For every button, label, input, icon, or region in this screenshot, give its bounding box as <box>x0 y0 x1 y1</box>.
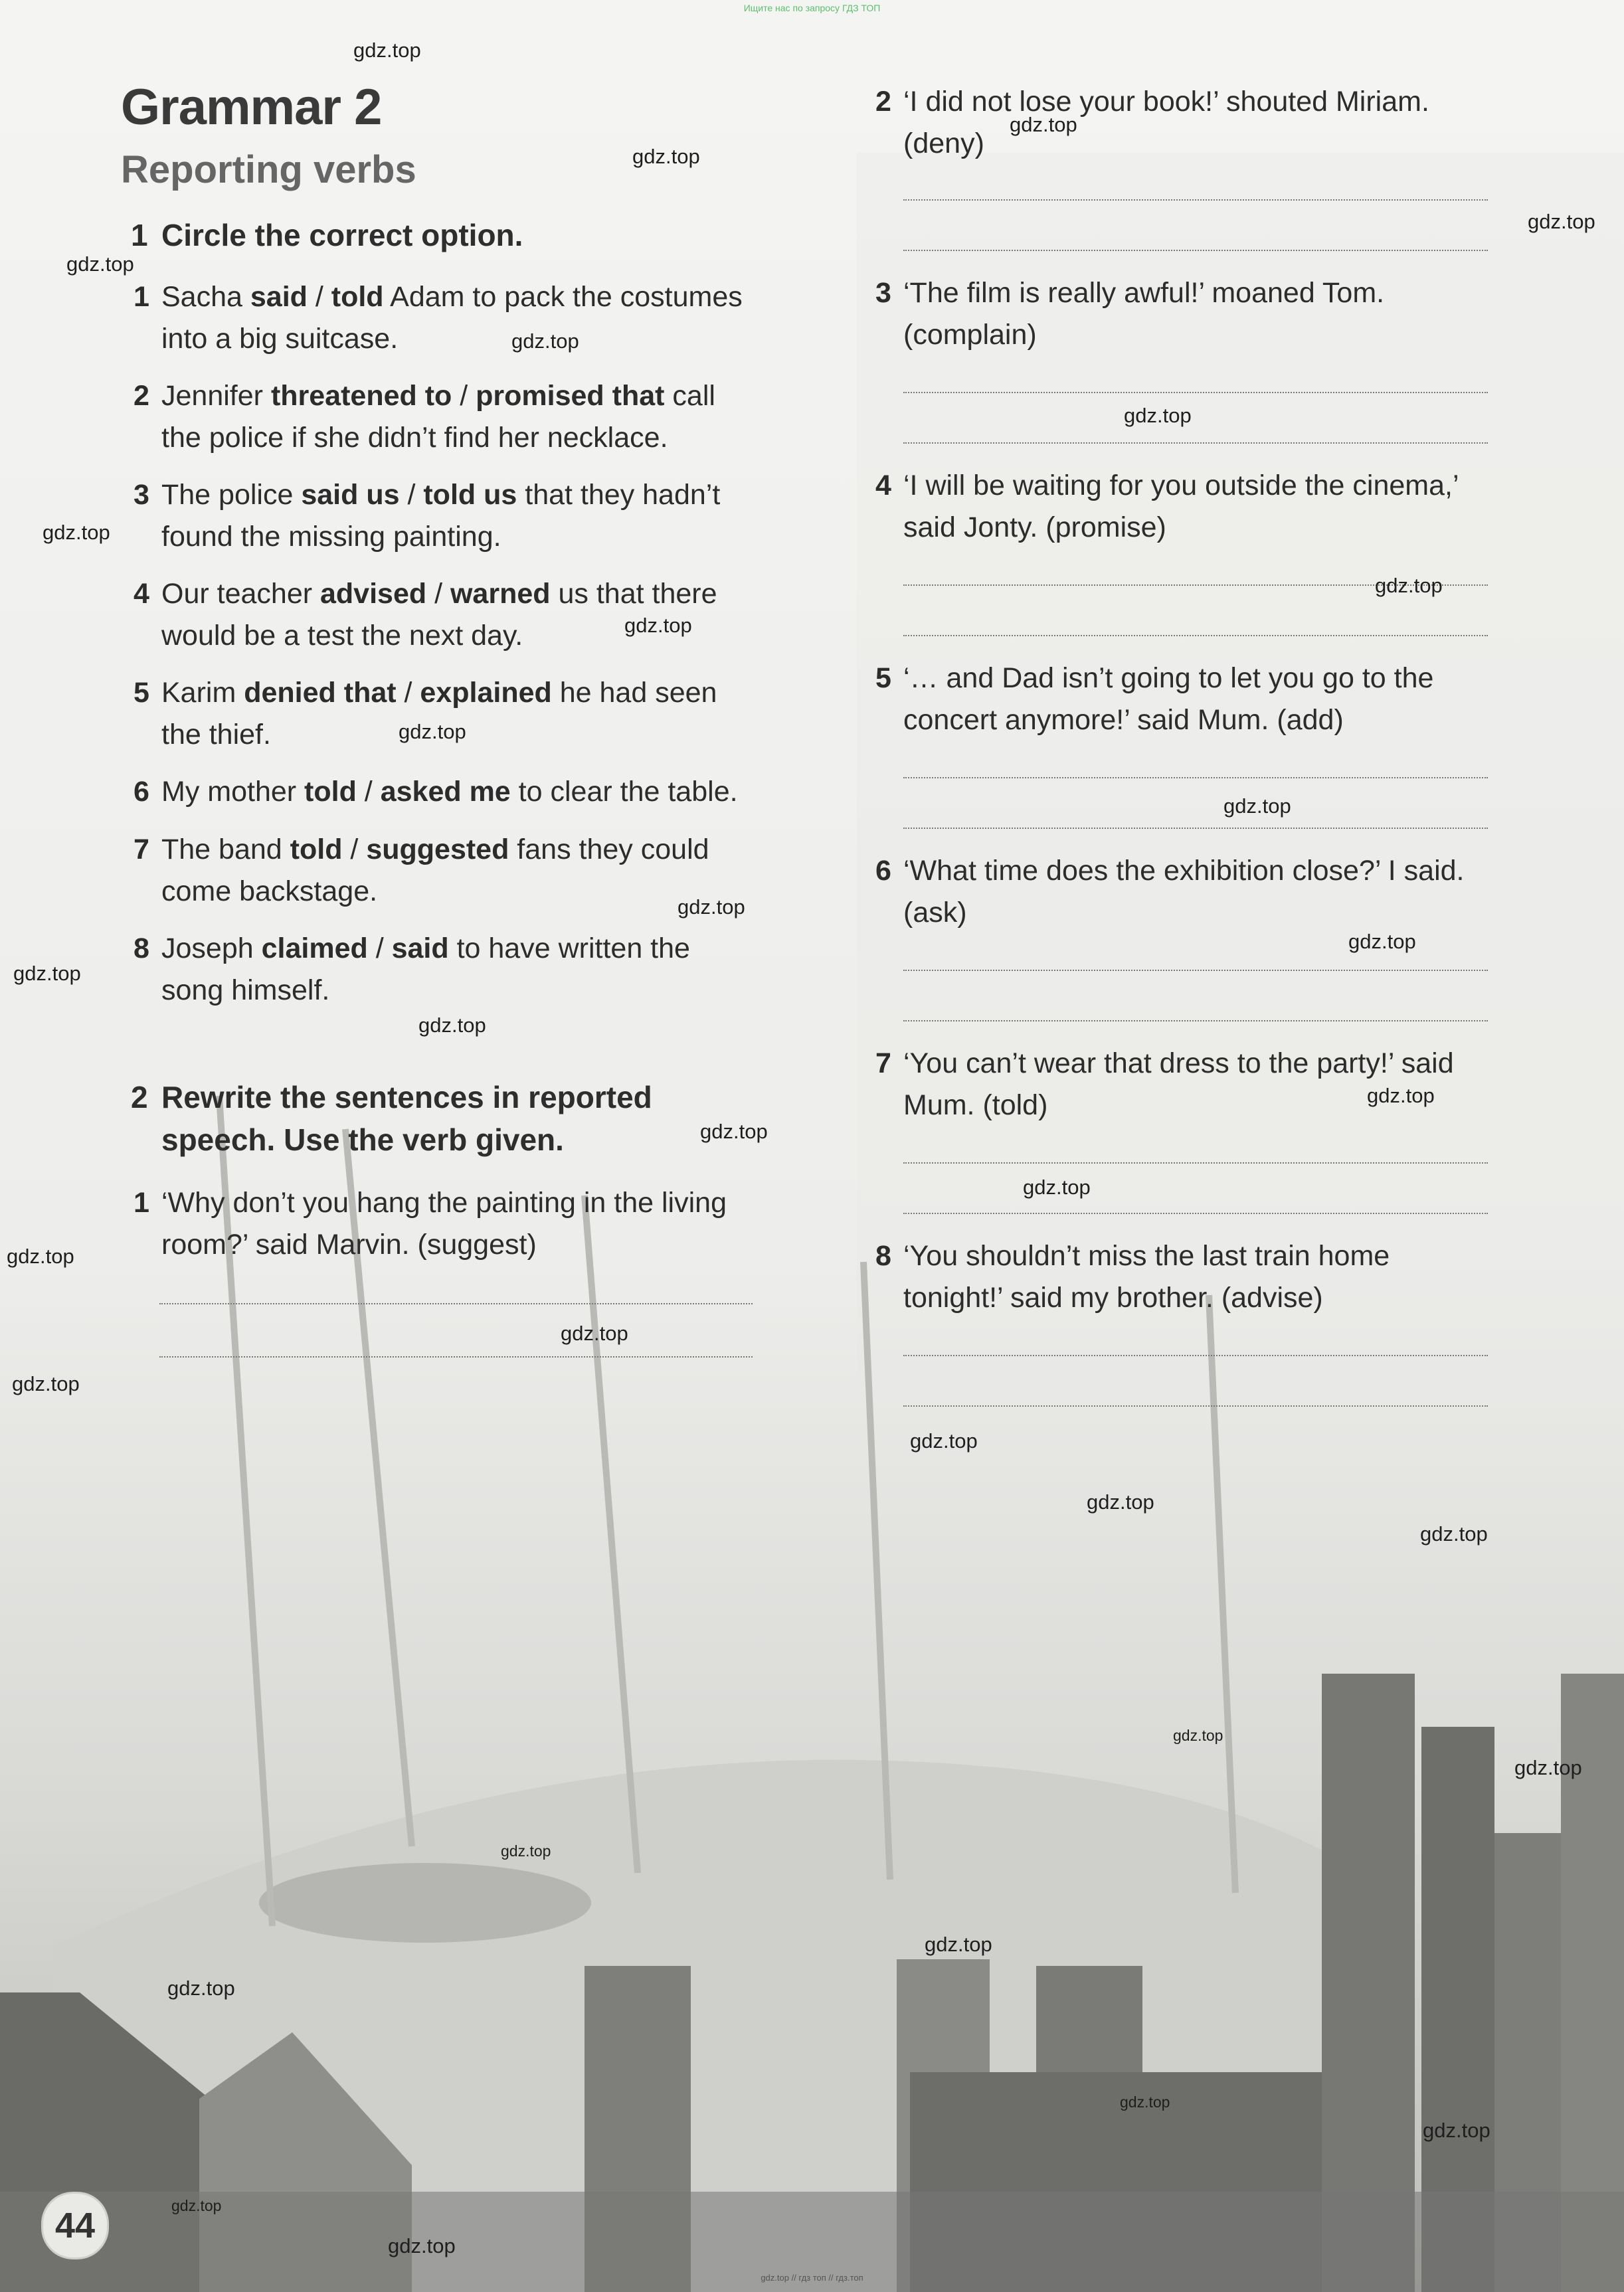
page-subtitle: Reporting verbs <box>121 148 416 191</box>
watermark: gdz.top <box>501 1842 551 1860</box>
watermark: gdz.top <box>910 1429 978 1453</box>
exercise-1-item: 4 Our teacher advised / warned us that there would be a test the next day. <box>134 578 717 652</box>
watermark: gdz.top <box>1124 404 1192 427</box>
watermark: gdz.top <box>167 1977 235 2000</box>
option-a[interactable]: advised <box>320 578 427 610</box>
exercise-1-item: 5 Karim denied that / explained he had seen the thief. <box>134 677 717 750</box>
exercise-1-item: 2 Jennifer threatened to / promised that call the police if she didn’t find her necklace. <box>134 380 715 454</box>
option-b[interactable]: asked me <box>380 776 511 808</box>
answer-line[interactable] <box>903 442 1488 444</box>
answer-line[interactable] <box>903 250 1488 251</box>
exercise-1-item: 1 Sacha said / told Adam to pack the costumes into a big suitcase. <box>134 281 743 355</box>
watermark: gdz.top <box>1173 1727 1223 1744</box>
watermark: gdz.top <box>1528 210 1595 233</box>
answer-line[interactable] <box>903 1162 1488 1164</box>
top-banner[interactable]: Ищите нас по запросу ГДЗ ТОП <box>743 3 881 13</box>
exercise-2-item: 5 ‘… and Dad isn’t going to let you go to the concert anymore!’ said Mum. (add) <box>875 662 1434 736</box>
watermark: gdz.top <box>677 895 745 919</box>
watermark: gdz.top <box>1367 1084 1435 1107</box>
watermark: gdz.top <box>1514 1756 1582 1779</box>
exercise-2-item: 2 ‘I did not lose your book!’ shouted Miriam. (deny) <box>875 86 1429 159</box>
bottom-banner[interactable]: gdz.top // гдз топ // гдз.топ <box>761 2273 863 2283</box>
option-b[interactable]: warned <box>450 578 551 610</box>
option-a[interactable]: threatened to <box>270 380 452 412</box>
watermark: gdz.top <box>624 614 692 637</box>
answer-line[interactable] <box>903 1355 1488 1356</box>
exercise-1-instruction: 1 Circle the correct option. <box>161 214 523 256</box>
answer-line[interactable] <box>903 1020 1488 1021</box>
option-b[interactable]: promised that <box>476 380 665 412</box>
answer-line[interactable] <box>159 1303 753 1304</box>
watermark: gdz.top <box>399 720 466 743</box>
answer-line[interactable] <box>903 970 1488 971</box>
exercise-2-instruction: 2 Rewrite the sentences in reported speech. Use the verb given. <box>161 1076 652 1161</box>
answer-line[interactable] <box>903 1213 1488 1214</box>
exercise-2-item: 6 ‘What time does the exhibition close?’ I said. (ask) <box>875 855 1465 928</box>
option-b[interactable]: said <box>391 932 449 964</box>
watermark: gdz.top <box>7 1245 74 1268</box>
exercise-2-item: 3 ‘The film is really awful!’ moaned Tom. (complain) <box>875 277 1385 351</box>
exercise-1-item: 8 Joseph claimed / said to have written the song himself. <box>134 932 690 1006</box>
option-a[interactable]: said us <box>301 479 400 511</box>
watermark: gdz.top <box>418 1014 486 1037</box>
page-number: 44 <box>41 2192 109 2259</box>
watermark: gdz.top <box>1023 1176 1091 1199</box>
watermark: gdz.top <box>700 1120 768 1143</box>
exercise-1-item: 3 The police said us / told us that they hadn’t found the missing painting. <box>134 479 721 553</box>
option-a[interactable]: told <box>290 834 343 865</box>
watermark: gdz.top <box>1120 2093 1170 2111</box>
exercise-1-number: 1 <box>131 218 148 252</box>
option-a[interactable]: said <box>250 281 308 313</box>
watermark: gdz.top <box>632 145 700 168</box>
exercise-2-item: 4 ‘I will be waiting for you outside the cinema,’ said Jonty. (promise) <box>875 470 1459 543</box>
watermark: gdz.top <box>1348 930 1416 953</box>
option-a[interactable]: claimed <box>261 932 368 964</box>
watermark: gdz.top <box>66 252 134 276</box>
option-a[interactable]: denied that <box>244 677 397 709</box>
watermark: gdz.top <box>1423 2119 1490 2142</box>
watermark: gdz.top <box>1375 574 1443 597</box>
option-a[interactable]: told <box>304 776 357 808</box>
watermark: gdz.top <box>353 39 421 62</box>
option-b[interactable]: told <box>331 281 384 313</box>
exercise-2-item: 8 ‘You shouldn’t miss the last train home tonight!’ said my brother. (advise) <box>875 1240 1390 1314</box>
answer-line[interactable] <box>903 199 1488 201</box>
answer-line[interactable] <box>903 635 1488 636</box>
watermark: gdz.top <box>171 2197 222 2214</box>
answer-line[interactable] <box>903 1405 1488 1407</box>
exercise-1-item: 7 The band told / suggested fans they could come backstage. <box>134 834 709 907</box>
page-title: Grammar 2 <box>121 79 382 135</box>
watermark: gdz.top <box>13 962 81 985</box>
watermark: gdz.top <box>1087 1490 1154 1514</box>
exercise-2-item: 1 ‘Why don’t you hang the painting in the living room?’ said Marvin. (suggest) <box>134 1187 727 1261</box>
watermark: gdz.top <box>561 1322 628 1345</box>
watermark: gdz.top <box>511 329 579 353</box>
exercise-1-item: 6 My mother told / asked me to clear the table. <box>134 776 738 808</box>
answer-line[interactable] <box>903 392 1488 393</box>
watermark: gdz.top <box>925 1933 992 1956</box>
watermark: gdz.top <box>1010 113 1077 136</box>
watermark: gdz.top <box>12 1372 80 1395</box>
answer-line[interactable] <box>903 828 1488 829</box>
option-b[interactable]: told us <box>423 479 517 511</box>
option-b[interactable]: explained <box>420 677 552 709</box>
answer-line[interactable] <box>903 777 1488 778</box>
watermark: gdz.top <box>388 2234 456 2257</box>
answer-line[interactable] <box>159 1356 753 1358</box>
exercise-2-item: 7 ‘You can’t wear that dress to the party!’ said Mum. (told) <box>875 1047 1454 1121</box>
watermark: gdz.top <box>1223 794 1291 818</box>
exercise-2-number: 2 <box>131 1080 148 1114</box>
watermark: gdz.top <box>43 521 110 544</box>
option-b[interactable]: suggested <box>366 834 509 865</box>
watermark: gdz.top <box>1420 1522 1488 1545</box>
